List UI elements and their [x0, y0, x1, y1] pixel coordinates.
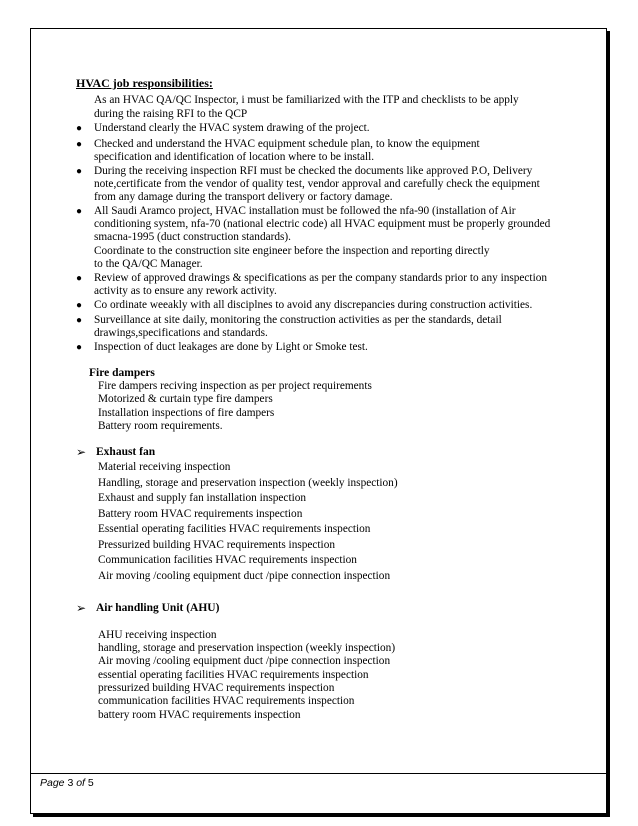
fire-dampers-heading: Fire dampers	[89, 367, 155, 379]
bullet-dot: ●	[76, 166, 83, 177]
exhaust-fan-heading: Exhaust fan	[96, 446, 156, 458]
hvac-heading: HVAC job responsibilities:	[76, 76, 213, 90]
arrow-bullet-icon: ➢	[76, 445, 87, 459]
hvac-bullet-text: Checked and understand the HVAC equipment schedule plan, to know the equipment	[94, 138, 480, 150]
ahu-item: essential operating facilities HVAC requirements inspection	[98, 669, 369, 681]
bullet-dot: ●	[76, 315, 83, 326]
exhaust-fan-item: Essential operating facilities HVAC requirements inspection	[98, 523, 371, 535]
of-word: of	[76, 777, 85, 789]
exhaust-fan-item: Exhaust and supply fan installation inspection	[98, 492, 307, 504]
hvac-bullet-text: specification and identification of location where to be install.	[94, 151, 375, 163]
hvac-bullet-text: smacna-1995 (duct construction standards).	[94, 231, 292, 243]
exhaust-fan-item: Communication facilities HVAC requirements inspection	[98, 554, 357, 566]
ahu-item: AHU receiving inspection	[98, 629, 217, 641]
hvac-bullet-text: Inspection of duct leakages are done by Light or Smoke test.	[94, 341, 368, 353]
hvac-bullet-text: Understand clearly the HVAC system drawing of the project.	[94, 122, 370, 134]
fire-dampers-item: Battery room requirements.	[98, 420, 223, 432]
hvac-intro-line: during the raising RFI to the QCP	[94, 108, 248, 120]
hvac-bullet-text: to the QA/QC Manager.	[94, 258, 203, 270]
ahu-item: pressurized building HVAC requirements inspection	[98, 682, 335, 694]
hvac-bullet-text: conditioning system, nfa-70 (national electric code) all HVAC equipment must be properly grounded	[94, 218, 551, 230]
ahu-item: Air moving /cooling equipment duct /pipe connection inspection	[98, 655, 391, 667]
hvac-bullet-text: activity as to ensure any rework activity.	[94, 285, 277, 297]
bullet-dot: ●	[76, 139, 83, 150]
hvac-bullet-text: drawings,specifications and standards.	[94, 327, 268, 339]
fire-dampers-item: Motorized & curtain type fire dampers	[98, 393, 273, 405]
ahu-item: battery room HVAC requirements inspection	[98, 709, 301, 721]
footer-divider	[30, 773, 607, 774]
hvac-bullet-text: Review of approved drawings & specifications as per the company standards prior to any inspection	[94, 272, 548, 284]
hvac-bullet-text: Coordinate to the construction site engineer before the inspection and reporting directly	[94, 245, 490, 257]
ahu-heading: Air handling Unit (AHU)	[96, 602, 220, 614]
bullet-dot: ●	[76, 206, 83, 217]
page-number: 3	[67, 777, 74, 789]
hvac-bullet-text: note,certificate from the vendor of quality test, vendor approval and carefully check the equipment	[94, 178, 540, 190]
hvac-bullet-text: All Saudi Aramco project, HVAC installation must be followed the nfa-90 (installation of Air	[94, 205, 516, 217]
exhaust-fan-item: Air moving /cooling equipment duct /pipe connection inspection	[98, 570, 391, 582]
bullet-dot: ●	[76, 123, 83, 134]
ahu-item: handling, storage and preservation inspection (weekly inspection)	[98, 642, 396, 654]
ahu-item: communication facilities HVAC requirements inspection	[98, 695, 355, 707]
page-word: Page	[40, 777, 65, 789]
hvac-bullet-text: During the receiving inspection RFI must be checked the documents like approved P.O, Delivery	[94, 165, 533, 177]
exhaust-fan-item: Pressurized building HVAC requirements inspection	[98, 539, 335, 551]
exhaust-fan-item: Material receiving inspection	[98, 461, 231, 473]
page-total: 5	[87, 777, 94, 789]
hvac-bullet-text: Co ordinate weeakly with all disciplnes to avoid any discrepancies during construction activities.	[94, 299, 533, 311]
bullet-dot: ●	[76, 300, 83, 311]
fire-dampers-item: Installation inspections of fire dampers	[98, 407, 275, 419]
exhaust-fan-item: Battery room HVAC requirements inspection	[98, 508, 303, 520]
hvac-bullet-text: from any damage during the transport delivery or factory damage.	[94, 191, 393, 203]
hvac-intro-line: As an HVAC QA/QC Inspector, i must be familiarized with the ITP and checklists to be apply	[94, 94, 519, 106]
fire-dampers-item: Fire dampers reciving inspection as per project requirements	[98, 380, 372, 392]
hvac-bullet-text: Surveillance at site daily, monitoring the construction activities as per the standards, detail	[94, 314, 502, 326]
bullet-dot: ●	[76, 273, 83, 284]
page-footer	[40, 777, 94, 790]
arrow-bullet-icon: ➢	[76, 601, 87, 615]
bullet-dot: ●	[76, 342, 83, 353]
exhaust-fan-item: Handling, storage and preservation inspection (weekly inspection)	[98, 477, 398, 489]
